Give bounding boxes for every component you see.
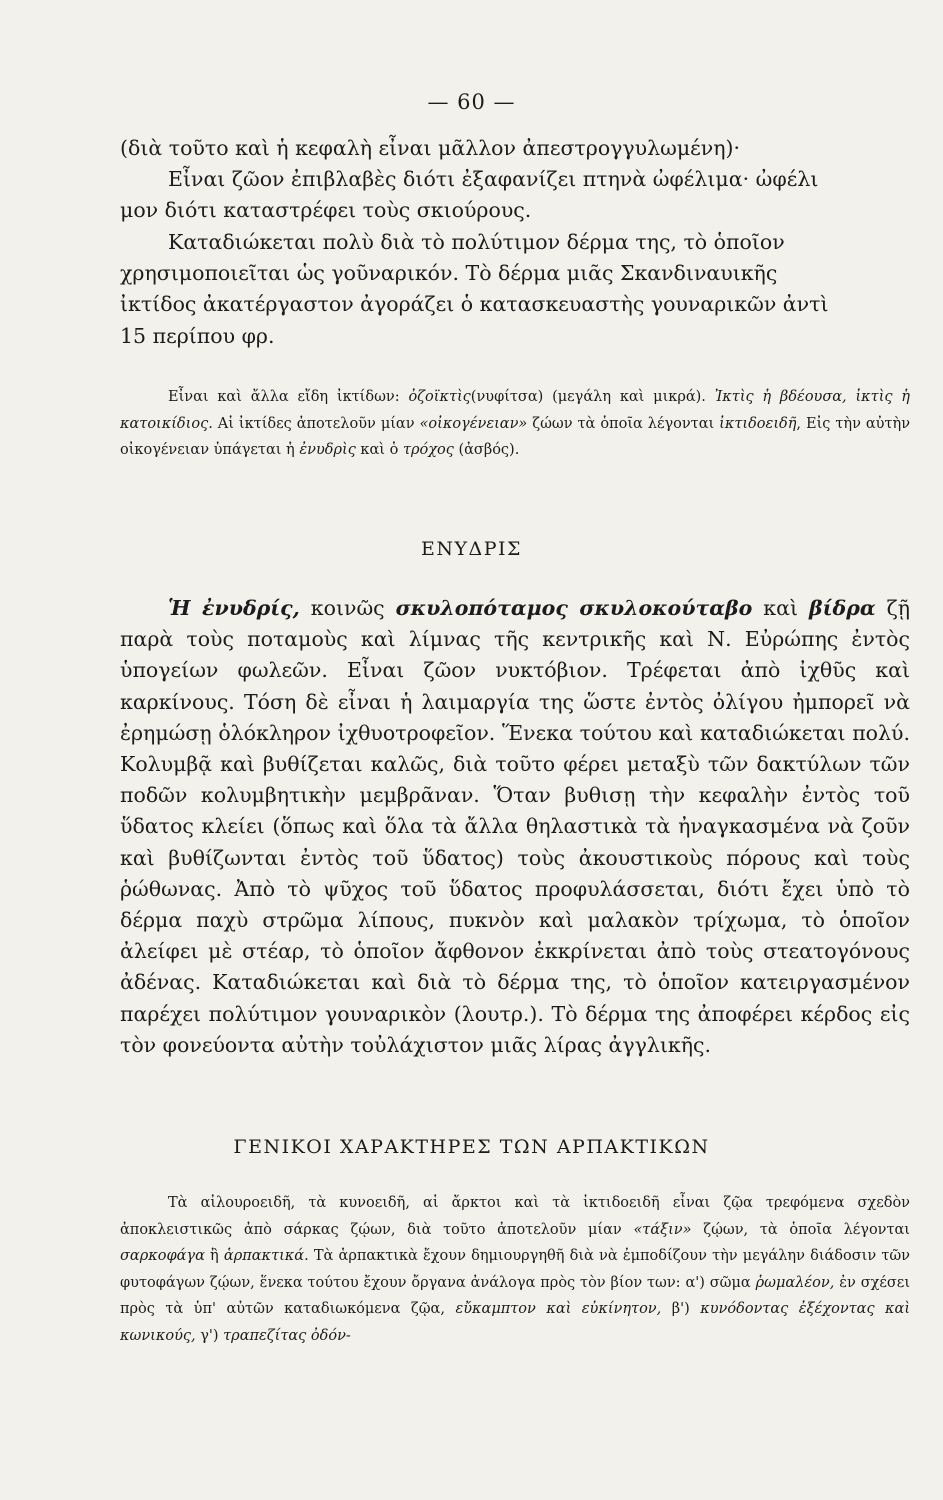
paragraph-ermine-end	[120, 133, 910, 227]
term: «οἰκογένειαν»	[419, 415, 528, 432]
term: τραπεζίτας ὀδόν-	[223, 1327, 351, 1344]
paragraph-fur-value	[120, 227, 910, 352]
section-heading-enydris: ΕΝΥΔΡΙΣ	[421, 538, 522, 560]
text-line: (διὰ τοῦτο καὶ ἡ κεφαλὴ εἶναι μᾶλλον ἀπεστρογγυλωμένη)·	[120, 136, 741, 160]
term: Ἡ ἐνυδρίς,	[168, 596, 300, 620]
term: τρόχος	[402, 442, 454, 458]
note-paragraph	[120, 384, 910, 464]
term: βίδρα	[808, 596, 876, 620]
text-line: ἰκτίδος ἀκατέργαστον ἀγοράζει ὁ κατασκευαστὴς γουναρικῶν ἀντὶ	[120, 292, 829, 317]
text-line: χρησιμοποιεῖται ὡς γοῦναρικόν. Τὸ δέρμα μιᾶς Σκανδιναυικῆς	[120, 261, 778, 286]
term: Ἰκτὶς ἡ βδέουσα, ἰκτὶς ἡ κατοικίδιος.	[120, 389, 910, 432]
paragraph-general	[120, 1190, 910, 1349]
text-line: 15 περίπου φρ.	[120, 323, 275, 348]
term: σαρκοφάγα	[120, 1248, 205, 1264]
paragraph-enydris	[120, 593, 910, 1061]
text-line: Καταδιώκεται πολὺ διὰ τὸ πολύτιμον δέρμα της, τὸ ὁποῖον	[168, 230, 785, 254]
term: σκυλοπόταμος σκυλοκούταβο	[395, 596, 753, 620]
term: ἁρπακτικά.	[223, 1248, 309, 1264]
text-line: Εἶναι ζῶον ἐπιβλαβὲς διότι ἐξαφανίζει πτηνὰ ὠφέλιμα· ὠφέλι	[168, 167, 819, 192]
term: ἐνυδρὶς	[299, 442, 356, 458]
term: ῥωμαλέον,	[755, 1274, 835, 1291]
note-text: Εἶναι καὶ ἄλλα εἴδη ἰκτίδων: ὀζοϊκτὶς(νυφίτσα) (μεγάλη καὶ μικρά). Ἰκτὶς ἡ βδέουσα, ἰκτὶς ἡ κατοικίδιος. Αἱ ἰκτίδες ἀποτελοῦν μίαν «οἰκογένειαν» ζώων τὰ ὁποῖα λέγονται ἰκτιδοειδῆ, Εἰς τὴν αὐτὴν οἰκογένειαν ὑπάγεται ἡ ἐνυδρὶς καὶ ὁ τρόχος (ἀσβός).	[120, 389, 911, 458]
term: ὀζοϊκτὶς	[408, 389, 471, 405]
term: εὔκαμπτον καὶ εὐκίνητον,	[455, 1301, 662, 1317]
page-number: — 60 —	[427, 90, 516, 114]
term: «τάξιν»	[633, 1221, 692, 1238]
text-line: μον διότι καταστρέφει τοὺς σκιούρους.	[120, 198, 532, 223]
general-text: Τὰ αἰλουροειδῆ, τὰ κυνοειδῆ, αἱ ἄρκτοι καὶ τὰ ἰκτιδοειδῆ εἶναι ζῷα τρεφόμενα σχεδὸν ἀποκλειστικῶς ἀπὸ σάρκας ζῴων, διὰ τοῦτο ἀποτελοῦν μίαν «τάξιν» ζῴων, τὰ ὁποῖα λέγονται σαρκοφάγα ἢ ἁρπακτικά. Τὰ ἁρπακτικὰ ἔχουν δημιουργηθῆ διὰ νὰ ἐμποδίζουν τὴν μεγάλην διάδοσιν τῶν φυτοφάγων ζῴων, ἕνεκα τούτου ἔχουν ὄργανα ἀνάλογα πρὸς τὸν βίον των: α') σῶμα ῥωμαλέον, ἐν σχέσει πρὸς τὰ ὑπ' αὐτῶν καταδιωκόμενα ζῷα, εὔκαμπτον καὶ εὐκίνητον, β') κυνόδοντας ἐξέχοντας καὶ κωνικούς, γ') τραπεζίτας ὀδόν-	[120, 1195, 911, 1344]
enydris-text: Ἡ ἐνυδρίς, κοινῶς σκυλοπόταμος σκυλοκούταβο καὶ βίδρα ζῇ παρὰ τοὺς ποταμοὺς καὶ λίμνας τῆς κεντρικῆς καὶ Ν. Εὐρώπης ἐντὸς ὑπογείων φωλεῶν. Εἶναι ζῶον νυκτόβιον. Τρέφεται ἀπὸ ἰχθῦς καὶ καρκίνους. Τόση δὲ εἶναι ἡ λαιμαργία της ὥστε ἐντὸς ὀλίγου ἠμπορεῖ νὰ ἐρημώσῃ ὁλόκληρον ἰχθυοτροφεῖον. Ἕνεκα τούτου καὶ καταδιώκεται πολύ. Κολυμβᾷ καὶ βυθίζεται καλῶς, διὰ τοῦτο φέρει μεταξὺ τῶν δακτύλων τῶν ποδῶν κολυμβητικὴν μεμβρᾶναν. Ὅταν βυθισῃ τὴν κεφαλὴν ἐντὸς τοῦ ὕδατος κλείει (ὅπως καὶ ὅλα τὰ ἄλλα θηλαστικὰ τὰ ἠναγκασμένα νὰ ζοῦν καὶ βυθίζωνται ἐντὸς τοῦ ὕδατος) τοὺς ἀκουστικοὺς πόρους καὶ τοὺς ῥώθωνας. Ἀπὸ τὸ ψῦχος τοῦ ὕδατος προφυλάσσεται, διότι ἔχει ὑπὸ τὸ δέρμα παχὺ στρῶμα λίπους, πυκνὸν καὶ μαλακὸν τρίχωμα, τὸ ὁποῖον ἀλείφει μὲ στέαρ, τὸ ὁποῖον ἄφθονον ἐκκρίνεται ἀπὸ τοὺς στεατογόνους ἀδένας. Καταδιώκεται καὶ διὰ τὸ δέρμα της, τὸ ὁποῖον κατειργασμένον παρέχει πολύτιμον γουναρικὸν (λουτρ.). Τὸ δέρμα της ἀποφέρει κέρδος εἰς τὸν φονεύοντα αὐτὴν τοὐλάχιστον μιᾶς λίρας ἀγγλικῆς.	[120, 596, 910, 1057]
term: κυνόδοντας ἐξέχοντας καὶ κωνικούς,	[120, 1301, 911, 1344]
term: ἰκτιδοειδῆ	[719, 415, 797, 432]
section-heading-general: ΓΕΝΙΚΟΙ ΧΑΡΑΚΤΗΡΕΣ ΤΩΝ ΑΡΠΑΚΤΙΚΩΝ	[233, 1136, 710, 1158]
